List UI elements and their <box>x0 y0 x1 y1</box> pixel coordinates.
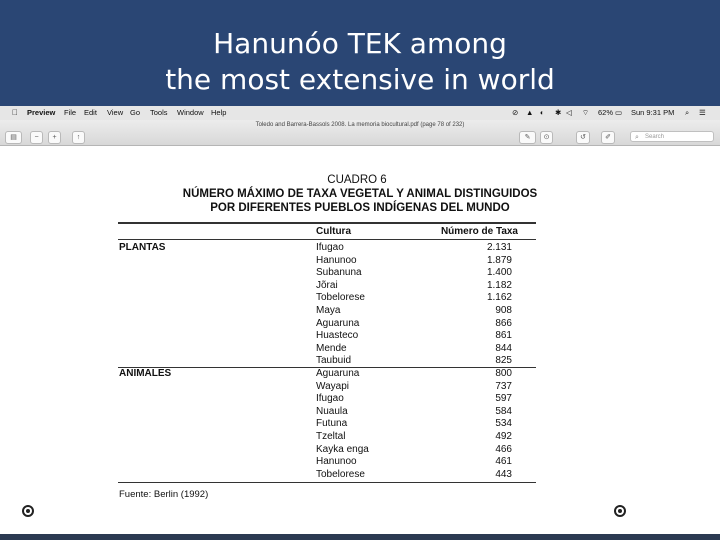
table-cell-taxa: 825 <box>495 355 512 367</box>
battery-icon[interactable]: ▭ <box>615 108 623 117</box>
table-cell-taxa: 737 <box>495 380 512 392</box>
table-cell-taxa: 908 <box>495 305 512 316</box>
menu-app-name[interactable]: Preview <box>27 108 56 117</box>
section-label-animales: ANIMALES <box>119 368 172 379</box>
table-top-rule <box>118 222 536 224</box>
table-caption-number: CUADRO 6 <box>327 174 387 186</box>
table-cell-cultura: Nuaula <box>316 405 348 417</box>
share-icon[interactable]: ↑ <box>72 131 85 144</box>
sidebar-toggle-icon[interactable]: ▤ <box>5 131 22 144</box>
slide-title <box>0 26 720 98</box>
menu-tools[interactable]: Tools <box>150 108 168 117</box>
menu-file[interactable]: File <box>64 108 77 117</box>
battery-percent: 62% <box>598 108 614 117</box>
slide-title-line-1: Hanunóo TEK among <box>213 27 507 60</box>
menu-view[interactable]: View <box>107 108 124 117</box>
table-cell-taxa: 1.162 <box>486 292 512 304</box>
window-title: Toledo and Barrera-Bassols 2008. La memoria biocultural.pdf (page 78 of 232) <box>255 122 465 128</box>
table-cell-taxa: 2.131 <box>486 242 512 253</box>
table-cell-cultura: Kayka enga <box>316 443 369 455</box>
table-cell-taxa: 800 <box>495 368 512 379</box>
table-cell-cultura: Jõrai <box>316 279 338 291</box>
markup-toolbar-icon[interactable]: ⊙ <box>540 131 553 144</box>
table-cell-cultura: Tzeltal <box>316 431 346 442</box>
table-cell-cultura: Mende <box>316 342 347 354</box>
table-cell-cultura: Futuna <box>316 418 348 430</box>
sync-icon[interactable]: ◐ <box>540 108 545 117</box>
preview-toolbar <box>0 120 720 146</box>
slide-bottom-strip <box>0 534 720 540</box>
wifi-icon[interactable]: ⌔ <box>582 108 590 117</box>
search-icon: ⌕ <box>635 134 639 141</box>
table-cell-cultura: Wayapi <box>316 380 349 392</box>
page-marker-icon <box>22 505 34 517</box>
table-cell-taxa: 1.879 <box>486 254 512 266</box>
rotate-icon[interactable]: ↺ <box>576 131 590 144</box>
table-cell-cultura: Huasteco <box>316 330 359 342</box>
menu-window[interactable]: Window <box>177 108 204 117</box>
table-cell-cultura: Subanuna <box>316 267 362 279</box>
table-cell-cultura: Aguaruna <box>316 317 360 329</box>
pdf-page <box>0 146 720 534</box>
table-cell-cultura: Tobelorese <box>316 468 365 480</box>
table-cell-taxa: 466 <box>495 443 512 455</box>
column-header-numero-taxa: Número de Taxa <box>440 226 518 237</box>
section-label-plantas: PLANTAS <box>119 242 166 253</box>
page-marker-icon <box>614 505 626 517</box>
markup-pen-icon[interactable]: ✎ <box>519 131 536 144</box>
zoom-in-icon[interactable]: + <box>48 131 61 144</box>
table-cell-cultura: Taubuid <box>316 355 352 367</box>
table-cell-taxa: 844 <box>495 342 512 354</box>
annotate-icon[interactable]: ✐ <box>601 131 615 144</box>
source-note: Fuente: Berlin (1992) <box>119 489 209 500</box>
table-title-line-2: POR DIFERENTES PUEBLOS INDÍGENAS DEL MUNDO <box>210 202 510 214</box>
table-cell-cultura: Tobelorese <box>316 292 365 304</box>
table-cell-taxa: 584 <box>495 405 512 417</box>
table-cell-cultura: Ifugao <box>316 242 344 253</box>
table-cell-taxa: 461 <box>495 456 512 468</box>
menubar-clock[interactable]: Sun 9:31 PM <box>631 108 675 117</box>
search-input[interactable] <box>630 131 714 142</box>
screenshot-window <box>0 106 720 534</box>
column-header-cultura: Cultura <box>316 226 351 237</box>
table-cell-taxa: 492 <box>495 431 512 442</box>
menu-bar <box>0 106 720 121</box>
table-cell-taxa: 861 <box>495 330 512 342</box>
table-cell-cultura: Hanunoo <box>316 254 357 266</box>
menu-go[interactable]: Go <box>130 108 141 117</box>
table-title-line-1: NÚMERO MÁXIMO DE TAXA VEGETAL Y ANIMAL DISTINGUIDOS <box>182 188 538 200</box>
table-cell-taxa: 534 <box>495 418 512 430</box>
search-placeholder: Search <box>645 134 665 140</box>
table-cell-cultura: Aguaruna <box>316 368 360 379</box>
table-cell-cultura: Ifugao <box>316 393 344 405</box>
zoom-out-icon[interactable]: − <box>30 131 43 144</box>
slide-title-line-2: the most extensive in world <box>165 63 555 96</box>
spotlight-icon[interactable]: ⌕ <box>685 108 690 117</box>
bluetooth-icon[interactable]: ✱ <box>555 108 562 117</box>
table-cell-cultura: Hanunoo <box>316 456 357 468</box>
menu-edit[interactable]: Edit <box>84 108 97 117</box>
header-rule <box>118 239 536 240</box>
table-cell-taxa: 443 <box>495 468 512 480</box>
table-cell-cultura: Maya <box>316 305 341 316</box>
menu-help[interactable]: Help <box>211 108 227 117</box>
table-bottom-rule <box>118 482 536 483</box>
table-cell-taxa: 1.182 <box>486 279 512 291</box>
notification-center-icon[interactable]: ☰ <box>699 108 706 117</box>
table-cell-taxa: 866 <box>495 317 512 329</box>
google-drive-icon[interactable]: ▲ <box>526 108 534 117</box>
status-icon[interactable]: ⊘ <box>512 108 519 117</box>
table-cell-taxa: 1.400 <box>486 267 512 279</box>
volume-icon[interactable]: ◁ <box>566 108 572 117</box>
apple-icon[interactable] <box>12 108 18 117</box>
table-cell-taxa: 597 <box>495 393 512 405</box>
